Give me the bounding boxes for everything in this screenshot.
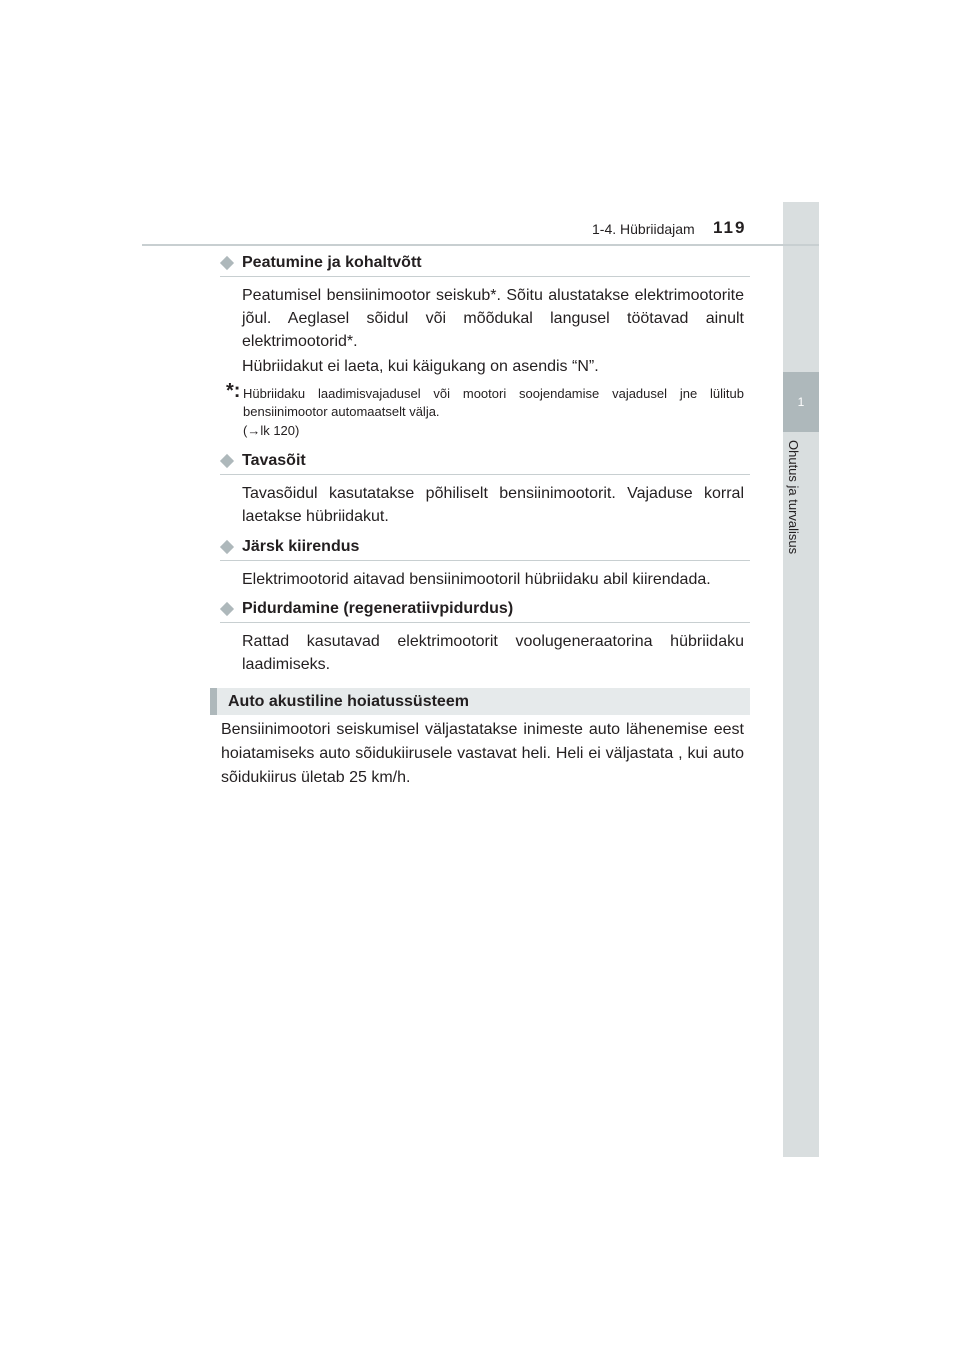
heading-peatumine [220, 250, 750, 277]
heading-tavasoit [220, 448, 750, 475]
heading-text: Auto akustiline hoiatussüsteem [228, 692, 469, 710]
heading-jarsk-kiirendus [220, 534, 750, 561]
chapter-number: 1 [783, 372, 819, 432]
paragraph-pidurdamine: Rattad kasutavad elektrimootorit voolugeneraatorina hübriidaku laadimiseks. [242, 633, 744, 673]
diamond-bullet-icon [220, 256, 234, 270]
header-divider [142, 244, 819, 246]
paragraph-jarsk-kiirendus: Elektrimootorid aitavad bensiinimootoril hübriidaku abil kiirendada. [242, 571, 711, 588]
heading-auto-akustiline-hoiatussusteem [210, 688, 750, 715]
diamond-bullet-icon [220, 454, 234, 468]
heading-text: Järsk kiirendus [242, 538, 360, 555]
chapter-side-tab [783, 202, 819, 1157]
heading-pidurdamine [220, 596, 750, 623]
footnote-page-reference: (→lk 120) [243, 423, 300, 438]
diamond-bullet-icon [220, 602, 234, 616]
chapter-title: Ohutus ja turvalisus [786, 440, 801, 555]
diamond-bullet-icon [220, 540, 234, 554]
paragraph-peatumine-1: Peatumisel bensiinimootor seiskub*. Sõitu alustatakse elektrimootorite jõul. Aeglasel sõidul või mõõdukal langusel töötavad ainult elektrimootorid*. [242, 287, 744, 350]
paragraph-hoiatussusteem: Bensiinimootori seiskumisel väljastatakse inimeste auto lähenemise eest hoiatamiseks auto sõidukiirusele vastavat heli. Heli ei väljastata , kui auto sõidukiirus ületab 25 km/h. [221, 721, 744, 786]
paragraph-peatumine-2: Hübriidakut ei laeta, kui käigukang on asendis “N”. [242, 358, 599, 375]
heading-text: Tavasõit [242, 452, 306, 469]
heading-text: Peatumine ja kohaltvõtt [242, 254, 422, 271]
heading-text: Pidurdamine (regeneratiivpidurdus) [242, 600, 514, 617]
running-header-section: 1-4. Hübriidajam [592, 221, 695, 237]
paragraph-tavasoit: Tavasõidul kasutatakse põhiliselt bensiinimootorit. Vajaduse korral laetakse hübriidakut. [242, 485, 744, 525]
footnote-marker: *: [226, 380, 241, 402]
page-number: 119 [713, 218, 747, 237]
footnote-text: Hübriidaku laadimisvajadusel või mootori soojendamise vajadusel jne lülitub bensiinimootor automaatselt välja. [243, 386, 744, 419]
